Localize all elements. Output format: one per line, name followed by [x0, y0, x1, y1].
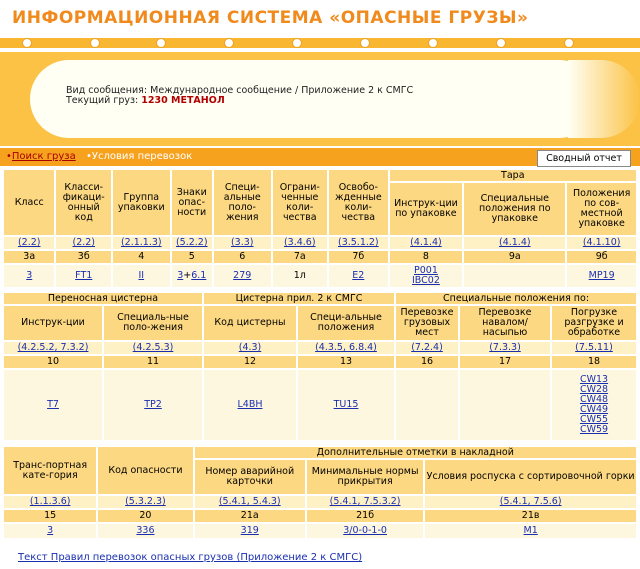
value-exempt[interactable]: E2	[352, 270, 365, 281]
hdr-special: Специ-альные поло-жения	[214, 170, 271, 235]
value-loading	[552, 370, 636, 440]
hdr-hazard-code: Код опасности	[98, 447, 192, 494]
decor-dot	[360, 38, 370, 48]
hdr-class: Класс	[4, 170, 54, 235]
col-number: 18	[552, 356, 636, 368]
code-link[interactable]: (3.3)	[230, 237, 254, 248]
hdr-carriage-bulk: Перевозке навалом/ насыпью	[460, 306, 550, 340]
cw-link[interactable]: CW13	[579, 374, 609, 385]
code-link[interactable]: (2.1.1.3)	[120, 237, 162, 248]
cargo-label: Текущий груз:	[66, 95, 139, 106]
code-link[interactable]: (4.3.5, 6.8.4)	[315, 342, 377, 353]
sign-link[interactable]: 3	[177, 270, 184, 281]
value-emergency-card[interactable]: 319	[240, 525, 259, 536]
code-link[interactable]: (5.3.2.3)	[125, 496, 166, 507]
decor-dot	[156, 38, 166, 48]
decor-dot	[496, 38, 506, 48]
hdr-smgs-tank: Цистерна прил. 2 к СМГС	[204, 293, 394, 304]
hdr-pack-special: Специальные положения по упаковке	[464, 183, 565, 235]
col-number: 12	[204, 356, 296, 368]
col-number: 17	[460, 356, 550, 368]
code-link[interactable]: (7.2.4)	[411, 342, 443, 353]
hdr-loading: Погрузке разгрузке и обработке	[552, 306, 636, 340]
col-number: 8	[390, 251, 463, 263]
hdr-portable-tank: Переносная цистерна	[4, 293, 202, 304]
pack-link[interactable]: P001	[414, 265, 438, 276]
col-number: 9б	[567, 251, 636, 263]
code-link[interactable]: (1.1.3.6)	[29, 496, 71, 507]
col-number: 16	[396, 356, 458, 368]
value-transport-cat[interactable]: 3	[47, 525, 54, 536]
code-link[interactable]: (5.4.1, 5.4.3)	[218, 496, 281, 507]
tab-conditions[interactable]: •Условия перевозок	[86, 151, 193, 162]
col-number: 7б	[329, 251, 388, 263]
code-link[interactable]: (4.2.5.3)	[132, 342, 174, 353]
hdr-extra-marks: Дополнительные отметки в накладной	[195, 447, 636, 458]
hdr-tank-code: Код цистерны	[204, 306, 296, 340]
value-mixed[interactable]: MP19	[588, 270, 615, 281]
col-number: 20	[98, 510, 192, 522]
table-class-packaging	[2, 168, 638, 289]
hdr-limited: Ограни-ченные коли-чества	[273, 170, 328, 235]
hdr-classcode: Класси-фикаци-онный код	[56, 170, 111, 235]
value-class[interactable]: 3	[26, 270, 33, 281]
cw-link[interactable]: CW28	[579, 384, 609, 395]
hdr-tank-special: Специаль-ные поло-жения	[104, 306, 202, 340]
summary-report-button[interactable]: Сводный отчет	[537, 150, 631, 167]
value-tank-instr[interactable]: T7	[47, 399, 59, 410]
cw-link[interactable]: CW48	[579, 394, 609, 405]
app-title: ИНФОРМАЦИОННАЯ СИСТЕМА «ОПАСНЫЕ ГРУЗЫ»	[12, 8, 529, 28]
value-tank-special[interactable]: TP2	[144, 399, 162, 410]
cargo-info	[66, 86, 413, 106]
cargo-value: 1230 МЕТАНОЛ	[141, 95, 225, 106]
hdr-emergency-card: Номер аварийной карточки	[195, 460, 305, 494]
hdr-tank-instr: Инструк-ции	[4, 306, 102, 340]
code-link[interactable]: (2.2)	[72, 237, 96, 248]
hdr-carriage-pieces: Перевозке грузовых мест	[396, 306, 458, 340]
col-number: 21в	[425, 510, 636, 522]
value-limited: 1л	[273, 265, 328, 287]
page-header	[0, 0, 640, 148]
value-pack-instr	[390, 265, 463, 287]
value-carriage-bulk	[460, 370, 550, 440]
col-number: 3б	[56, 251, 111, 263]
code-link[interactable]: (3.5.1.2)	[337, 237, 379, 248]
hdr-exempt: Освобо-жденные коли-чества	[329, 170, 388, 235]
tab-search[interactable]: •Поиск груза	[6, 151, 76, 162]
value-signs	[172, 265, 212, 287]
col-number: 3а	[4, 251, 54, 263]
value-carriage-pieces	[396, 370, 458, 440]
table-tanks	[2, 291, 638, 442]
code-link[interactable]: (4.1.4)	[410, 237, 442, 248]
message-value: Международное сообщение / Приложение 2 к СМГС	[150, 85, 414, 96]
code-link[interactable]: (4.1.10)	[582, 237, 621, 248]
pack-link[interactable]: IBC02	[412, 275, 440, 286]
cw-link[interactable]: CW55	[579, 414, 609, 425]
code-link[interactable]: (2.2)	[17, 237, 41, 248]
col-number: 5	[172, 251, 212, 263]
sign-plus: +	[183, 270, 192, 281]
rules-text-link[interactable]: Текст Правил перевозок опасных грузов (Приложение 2 к СМГС)	[18, 552, 363, 563]
hdr-tank-special2: Специ-альные положения	[298, 306, 394, 340]
col-number: 10	[4, 356, 102, 368]
sign-link[interactable]: 6.1	[191, 270, 207, 281]
value-classcode[interactable]: FT1	[75, 270, 93, 281]
code-link[interactable]: (5.2.2)	[175, 237, 208, 248]
hdr-transport-cat: Транс-портная кате-гория	[4, 447, 96, 494]
value-hazard-code[interactable]: 336	[136, 525, 155, 536]
col-number: 4	[113, 251, 170, 263]
hdr-pack-mixed: Положения по сов-местной упаковке	[567, 183, 636, 235]
hdr-hump: Условия роспуска с сортировочной горки	[425, 460, 636, 494]
tab-search-link[interactable]: Поиск груза	[11, 151, 76, 162]
col-number: 7а	[273, 251, 328, 263]
code-link[interactable]: (7.5.11)	[575, 342, 613, 353]
table-transport	[2, 445, 638, 540]
code-link[interactable]: (3.4.6)	[283, 237, 316, 248]
decor-dot	[292, 38, 302, 48]
hdr-signs: Знаки опас-ности	[172, 170, 212, 235]
value-hump[interactable]: M1	[523, 525, 538, 536]
code-link[interactable]: (7.3.3)	[489, 342, 521, 353]
hdr-tara: Тара	[390, 170, 636, 181]
cw-link[interactable]: CW49	[579, 404, 609, 415]
code-link[interactable]: (4.3)	[238, 342, 262, 353]
col-number: 15	[4, 510, 96, 522]
code-link[interactable]: (5.4.1, 7.5.3.2)	[329, 496, 401, 507]
hdr-special-by: Специальные положения по:	[396, 293, 636, 304]
cw-link[interactable]: CW59	[579, 424, 609, 435]
message-label: Вид сообщения:	[66, 85, 148, 96]
col-number: 21б	[307, 510, 423, 522]
decor-dot	[224, 38, 234, 48]
col-number: 13	[298, 356, 394, 368]
hdr-min-cover: Минимальные нормы прикрытия	[307, 460, 423, 494]
code-link[interactable]: (4.1.4)	[498, 237, 531, 248]
decor-dot	[22, 38, 32, 48]
decor-dot	[90, 38, 100, 48]
value-pack-special	[464, 265, 565, 287]
code-link[interactable]: (4.2.5.2, 7.3.2)	[17, 342, 89, 353]
decor-dot	[428, 38, 438, 48]
col-number: 21а	[195, 510, 305, 522]
decor-dot	[564, 38, 574, 48]
value-group[interactable]: II	[138, 270, 145, 281]
col-number: 6	[214, 251, 271, 263]
value-min-cover[interactable]: 3/0-0-1-0	[343, 525, 387, 536]
hdr-pack-instr: Инструк-ции по упаковке	[390, 183, 463, 235]
code-link[interactable]: (5.4.1, 7.5.6)	[499, 496, 562, 507]
value-tank-code[interactable]: L4BH	[237, 399, 263, 410]
col-number: 11	[104, 356, 202, 368]
col-number: 9а	[464, 251, 565, 263]
tab-conditions-label: Условия перевозок	[91, 151, 193, 162]
hdr-group: Группа упаковки	[113, 170, 170, 235]
value-tank-special2[interactable]: TU15	[333, 399, 359, 410]
value-special[interactable]: 279	[233, 270, 252, 281]
